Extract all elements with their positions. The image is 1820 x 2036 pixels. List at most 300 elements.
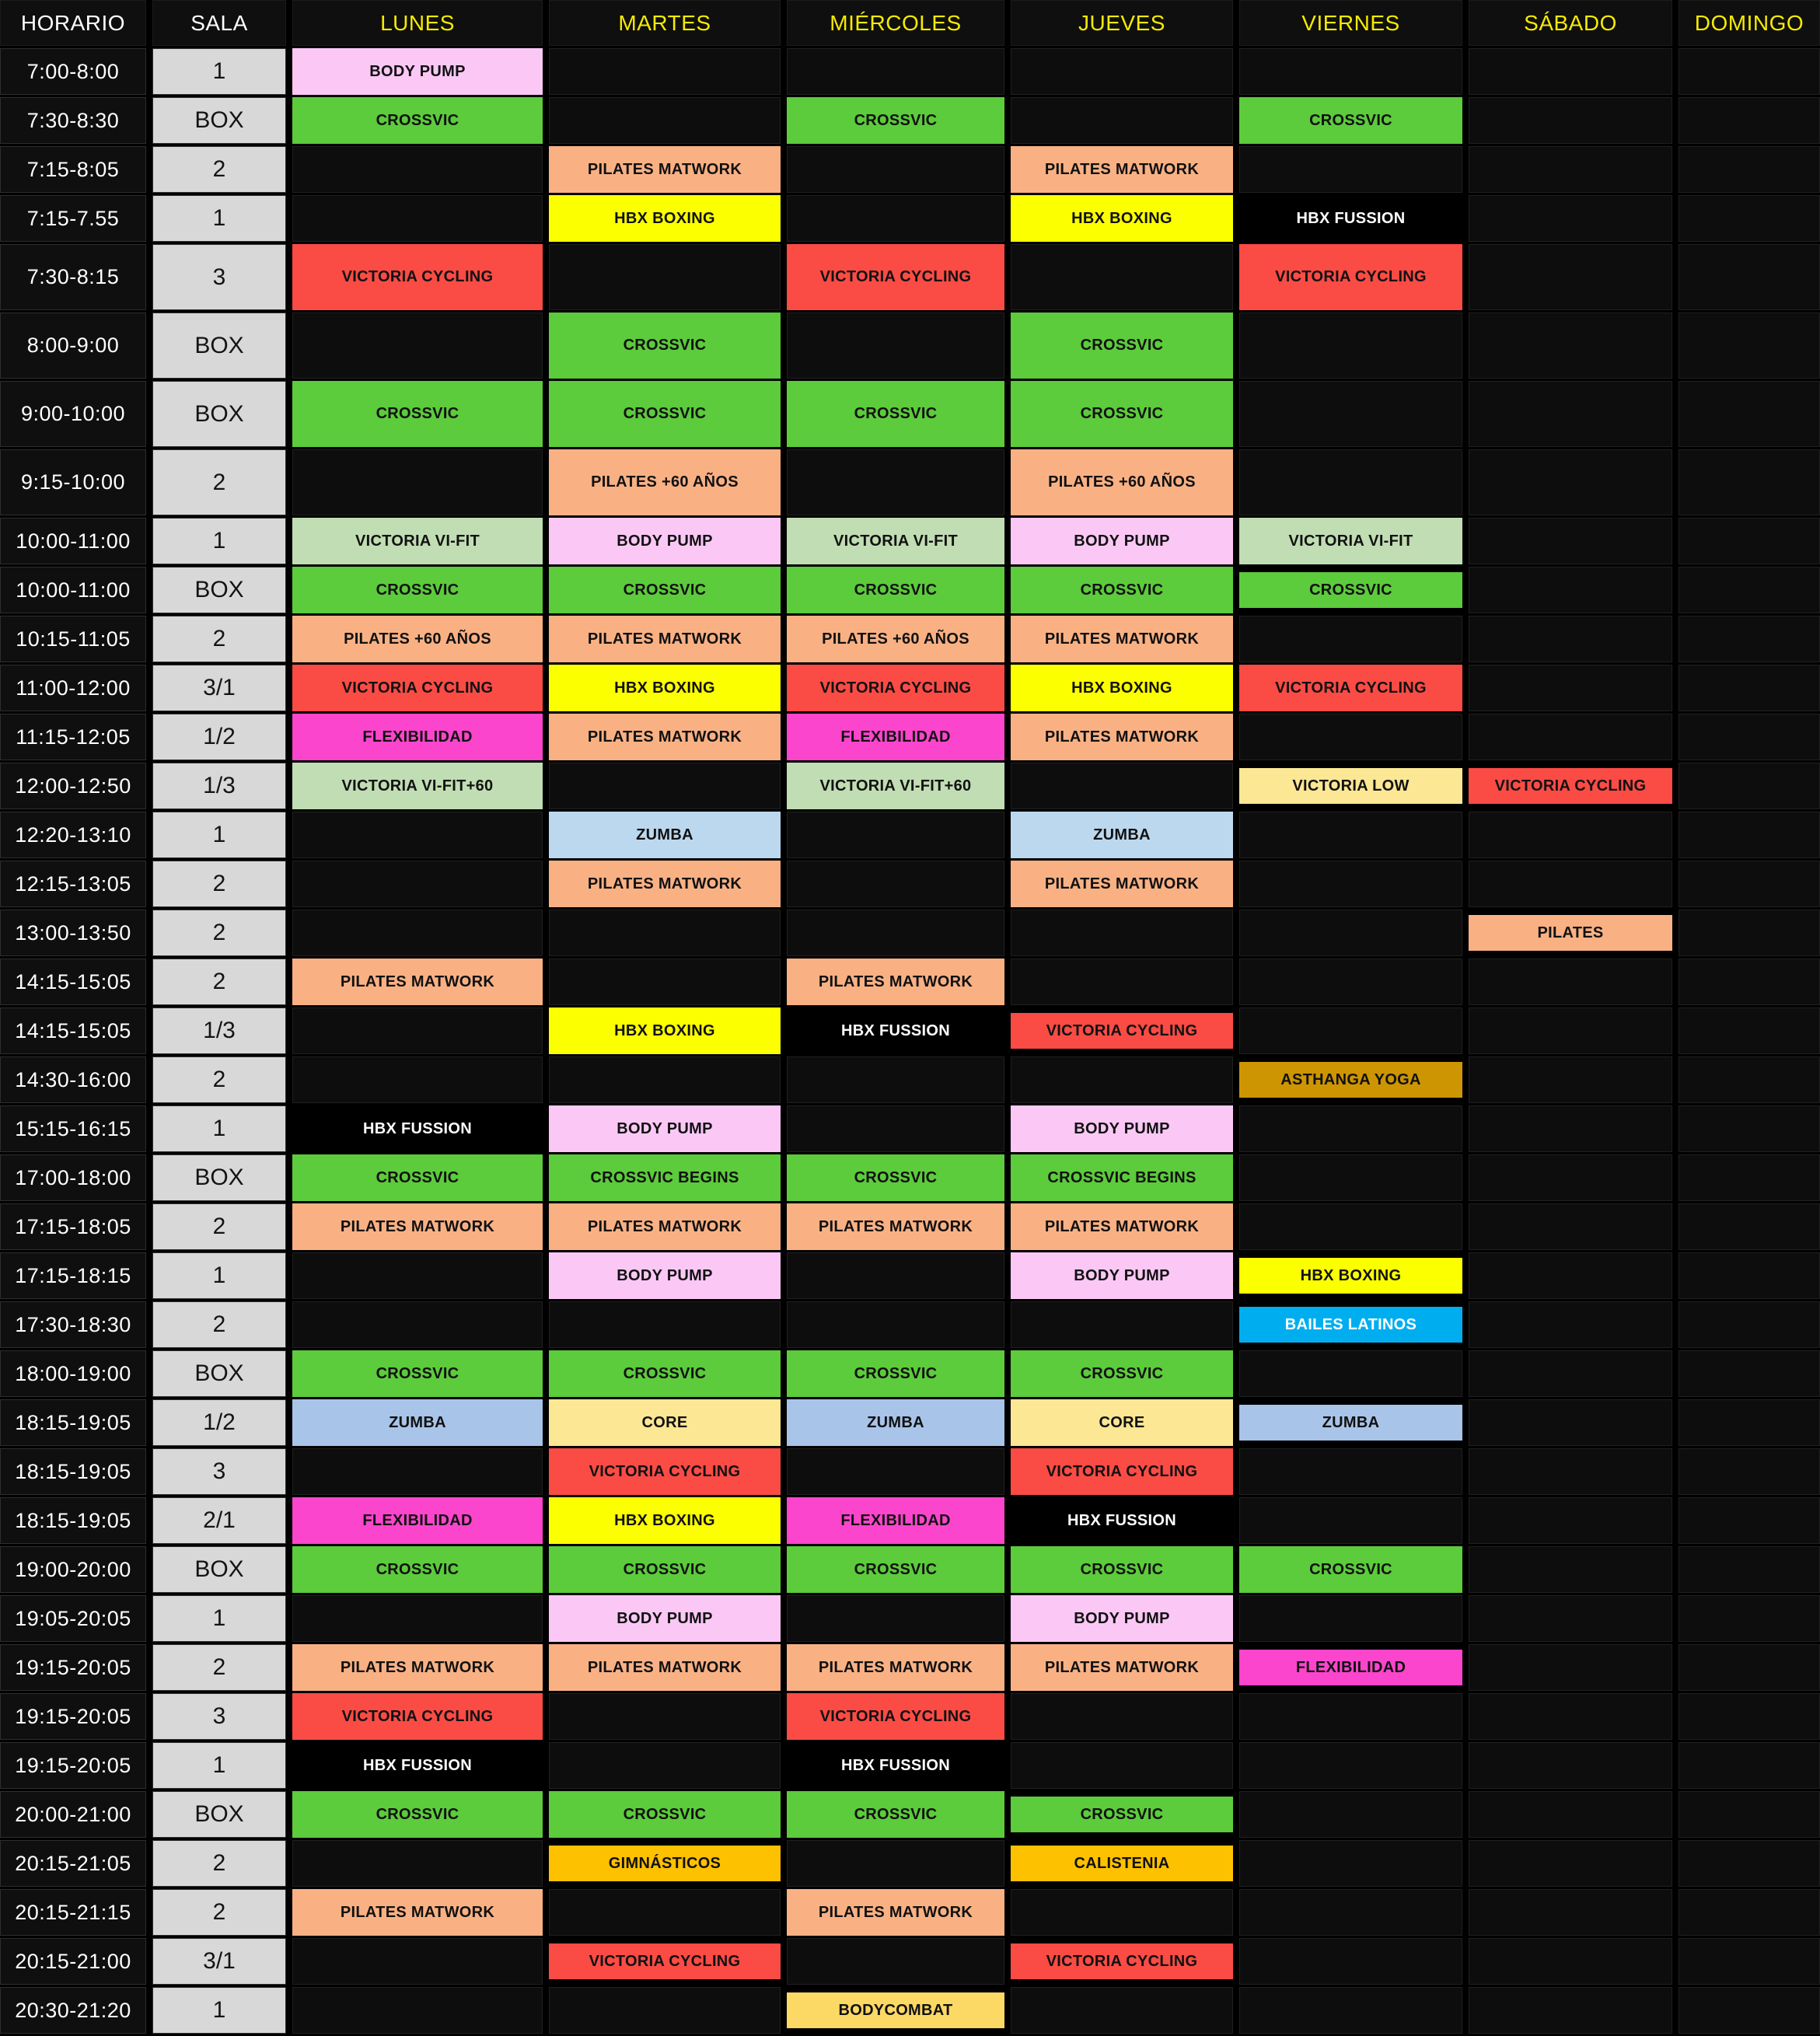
empty-cell [1011, 1056, 1233, 1103]
schedule-row [0, 1399, 1820, 1446]
class-cell [292, 567, 543, 613]
time-cell: 9:15-10:00 [0, 449, 146, 515]
class-cell [549, 1595, 781, 1642]
class-block-cycling: VICTORIA CYCLING [1011, 1013, 1233, 1049]
empty-cell [292, 1448, 543, 1495]
class-block-pilates: PILATES MATWORK [549, 861, 781, 907]
schedule-row [0, 381, 1820, 447]
time-cell: 11:15-12:05 [0, 714, 146, 760]
empty-cell [1469, 1350, 1672, 1397]
class-cell [292, 1497, 543, 1544]
schedule-row [0, 1056, 1820, 1103]
class-block-crossvic: CROSSVIC [1239, 97, 1462, 144]
class-cell [1239, 763, 1462, 809]
sala-cell: BOX [152, 1791, 286, 1838]
sala-cell: BOX [152, 313, 286, 379]
empty-cell [292, 910, 543, 956]
empty-cell [787, 861, 1004, 907]
class-cell [549, 518, 781, 564]
empty-cell [1679, 714, 1820, 760]
class-block-crossvic: CROSSVIC [787, 97, 1004, 144]
empty-cell [1469, 1791, 1672, 1838]
class-cell [1011, 381, 1233, 447]
empty-cell [1011, 1889, 1233, 1936]
class-block-cycling: VICTORIA CYCLING [787, 665, 1004, 711]
schedule-row [0, 449, 1820, 515]
empty-cell [1469, 567, 1672, 613]
class-cell [1239, 1546, 1462, 1593]
class-block-vifit: VICTORIA VI-FIT [1239, 518, 1462, 564]
schedule-row [0, 959, 1820, 1005]
class-cell [549, 567, 781, 613]
empty-cell [1239, 1154, 1462, 1201]
class-cell [787, 665, 1004, 711]
time-cell: 19:15-20:05 [0, 1644, 146, 1691]
class-block-crossvic: CROSSVIC [1011, 567, 1233, 613]
class-cell [292, 1889, 543, 1936]
time-cell: 7:30-8:15 [0, 244, 146, 310]
class-block-vifit: VICTORIA VI-FIT+60 [292, 763, 543, 809]
empty-cell [787, 1938, 1004, 1985]
time-cell: 12:00-12:50 [0, 763, 146, 809]
empty-cell [549, 48, 781, 95]
class-block-bodypump: BODY PUMP [1011, 1252, 1233, 1299]
class-cell [549, 812, 781, 858]
class-block-zumbaperi: ZUMBA [787, 1399, 1004, 1446]
empty-cell [1469, 1056, 1672, 1103]
col-header-day-1: MARTES [549, 0, 781, 46]
class-block-boxing: HBX BOXING [1239, 1258, 1462, 1294]
class-cell [549, 1154, 781, 1201]
schedule-row [0, 48, 1820, 95]
class-cell [1011, 616, 1233, 662]
empty-cell [1239, 1742, 1462, 1789]
empty-cell [1011, 1301, 1233, 1348]
empty-cell [787, 1301, 1004, 1348]
sala-cell: BOX [152, 1350, 286, 1397]
time-cell: 9:00-10:00 [0, 381, 146, 447]
empty-cell [1679, 97, 1820, 144]
empty-cell [1239, 959, 1462, 1005]
class-cell [292, 1693, 543, 1740]
sala-cell: 1 [152, 1987, 286, 2034]
schedule-row [0, 1693, 1820, 1740]
empty-cell [292, 195, 543, 242]
empty-cell [1239, 812, 1462, 858]
class-cell [1239, 1252, 1462, 1299]
class-block-flex: FLEXIBILIDAD [1239, 1650, 1462, 1685]
empty-cell [1679, 959, 1820, 1005]
class-block-cycling: VICTORIA CYCLING [1469, 768, 1672, 804]
time-cell: 18:15-19:05 [0, 1399, 146, 1446]
class-block-crossvic: CROSSVIC [292, 381, 543, 447]
class-block-cycling: VICTORIA CYCLING [292, 1693, 543, 1740]
time-cell: 20:15-21:05 [0, 1840, 146, 1887]
empty-cell [1679, 1105, 1820, 1152]
class-block-pilates: PILATES MATWORK [787, 1889, 1004, 1936]
col-header-day-6: DOMINGO [1679, 0, 1820, 46]
empty-cell [1239, 1105, 1462, 1152]
empty-cell [549, 1889, 781, 1936]
class-block-bodypump: BODY PUMP [292, 48, 543, 95]
class-cell [787, 1791, 1004, 1838]
class-cell [292, 381, 543, 447]
empty-cell [292, 449, 543, 515]
empty-cell [1469, 1595, 1672, 1642]
class-cell [787, 1693, 1004, 1740]
schedule-row [0, 763, 1820, 809]
class-cell [1239, 97, 1462, 144]
class-cell [1011, 1203, 1233, 1250]
empty-cell [1239, 714, 1462, 760]
empty-cell [1239, 861, 1462, 907]
class-cell [787, 1350, 1004, 1397]
class-block-pilates: PILATES MATWORK [1011, 1644, 1233, 1691]
class-block-cycling: VICTORIA CYCLING [1011, 1943, 1233, 1979]
class-block-bodypump: BODY PUMP [1011, 1105, 1233, 1152]
class-block-pilates: PILATES MATWORK [787, 1644, 1004, 1691]
class-cell [1011, 1546, 1233, 1593]
empty-cell [549, 1056, 781, 1103]
class-cell [1011, 313, 1233, 379]
sala-cell: 2 [152, 146, 286, 193]
time-cell: 19:15-20:05 [0, 1742, 146, 1789]
empty-cell [549, 1987, 781, 2034]
empty-cell [1679, 616, 1820, 662]
empty-cell [787, 313, 1004, 379]
empty-cell [787, 449, 1004, 515]
class-cell [1011, 1350, 1233, 1397]
empty-cell [1239, 313, 1462, 379]
schedule-row [0, 1889, 1820, 1936]
schedule-row [0, 567, 1820, 613]
schedule-row [0, 812, 1820, 858]
schedule-row [0, 1448, 1820, 1495]
time-cell: 12:20-13:10 [0, 812, 146, 858]
class-block-fussion: HBX FUSSION [292, 1742, 543, 1789]
class-block-zumbasky: ZUMBA [1011, 812, 1233, 858]
class-cell [549, 195, 781, 242]
schedule-row [0, 1595, 1820, 1642]
empty-cell [787, 1840, 1004, 1887]
class-cell [292, 1546, 543, 1593]
class-block-pilates: PILATES MATWORK [549, 1644, 781, 1691]
schedule-row [0, 1350, 1820, 1397]
empty-cell [1679, 48, 1820, 95]
class-cell [292, 763, 543, 809]
class-block-boxing: HBX BOXING [549, 1497, 781, 1544]
empty-cell [292, 1987, 543, 2034]
empty-cell [549, 763, 781, 809]
time-cell: 17:30-18:30 [0, 1301, 146, 1348]
time-cell: 10:15-11:05 [0, 616, 146, 662]
time-cell: 11:00-12:00 [0, 665, 146, 711]
sala-cell: 2 [152, 1056, 286, 1103]
class-block-fussion: HBX FUSSION [1239, 195, 1462, 242]
class-block-crossvic: CROSSVIC [1011, 1797, 1233, 1832]
empty-cell [1469, 97, 1672, 144]
class-block-crossvic: CROSSVIC [787, 567, 1004, 613]
sala-cell: 3 [152, 1448, 286, 1495]
class-block-pilates: PILATES MATWORK [549, 714, 781, 760]
class-block-crossvic: CROSSVIC [292, 1546, 543, 1593]
empty-cell [1469, 1154, 1672, 1201]
schedule-row [0, 244, 1820, 310]
class-block-cycling: VICTORIA CYCLING [292, 665, 543, 711]
class-cell [1011, 714, 1233, 760]
sala-cell: 2 [152, 449, 286, 515]
time-cell: 17:00-18:00 [0, 1154, 146, 1201]
class-cell [787, 1742, 1004, 1789]
empty-cell [1469, 812, 1672, 858]
empty-cell [292, 1938, 543, 1985]
empty-cell [292, 146, 543, 193]
class-cell [1239, 1301, 1462, 1348]
class-cell [787, 97, 1004, 144]
class-cell [292, 1742, 543, 1789]
schedule-row [0, 518, 1820, 564]
class-block-crossvic: CROSSVIC [1239, 572, 1462, 608]
class-cell [1011, 195, 1233, 242]
empty-cell [1679, 1595, 1820, 1642]
class-cell [549, 616, 781, 662]
class-block-cycling: VICTORIA CYCLING [1239, 244, 1462, 310]
empty-cell [1469, 1252, 1672, 1299]
empty-cell [1679, 1742, 1820, 1789]
class-cell [1239, 1056, 1462, 1103]
empty-cell [1239, 1889, 1462, 1936]
sala-cell: 2 [152, 861, 286, 907]
class-cell [787, 1644, 1004, 1691]
time-cell: 8:00-9:00 [0, 313, 146, 379]
class-block-pilates: PILATES MATWORK [1011, 616, 1233, 662]
sala-cell: 1 [152, 48, 286, 95]
empty-cell [292, 1595, 543, 1642]
time-cell: 7:30-8:30 [0, 97, 146, 144]
empty-cell [1469, 1301, 1672, 1348]
time-cell: 20:15-21:00 [0, 1938, 146, 1985]
class-cell [549, 381, 781, 447]
class-block-bodypump: BODY PUMP [549, 518, 781, 564]
class-block-bodypump: BODY PUMP [549, 1252, 781, 1299]
empty-cell [292, 313, 543, 379]
class-cell [292, 1644, 543, 1691]
time-cell: 17:15-18:15 [0, 1252, 146, 1299]
class-cell [292, 48, 543, 95]
class-cell [549, 665, 781, 711]
class-cell [787, 1546, 1004, 1593]
class-block-pilates: PILATES MATWORK [292, 959, 543, 1005]
class-cell [549, 1644, 781, 1691]
empty-cell [1679, 763, 1820, 809]
empty-cell [787, 1056, 1004, 1103]
empty-cell [1239, 1693, 1462, 1740]
sala-cell: BOX [152, 381, 286, 447]
time-cell: 7:00-8:00 [0, 48, 146, 95]
sala-cell: BOX [152, 97, 286, 144]
class-block-vifit: VICTORIA VI-FIT [292, 518, 543, 564]
schedule-row [0, 313, 1820, 379]
class-cell [1239, 567, 1462, 613]
sala-cell: 1 [152, 812, 286, 858]
class-cell [549, 861, 781, 907]
sala-cell: 2 [152, 616, 286, 662]
class-cell [1239, 195, 1462, 242]
empty-cell [1239, 616, 1462, 662]
empty-cell [1679, 1252, 1820, 1299]
time-cell: 13:00-13:50 [0, 910, 146, 956]
empty-cell [1679, 1448, 1820, 1495]
class-block-fussion: HBX FUSSION [292, 1105, 543, 1152]
time-cell: 19:05-20:05 [0, 1595, 146, 1642]
class-block-boxing: HBX BOXING [549, 195, 781, 242]
col-header-day-5: SÁBADO [1469, 0, 1672, 46]
empty-cell [1679, 1987, 1820, 2034]
schedule-row [0, 1008, 1820, 1054]
class-cell [549, 1546, 781, 1593]
class-cell [549, 146, 781, 193]
empty-cell [787, 48, 1004, 95]
col-header-day-3: JUEVES [1011, 0, 1233, 46]
class-block-core: CORE [1011, 1399, 1233, 1446]
empty-cell [549, 1301, 781, 1348]
class-block-pilates: PILATES +60 AÑOS [787, 616, 1004, 662]
class-block-pilates: PILATES +60 AÑOS [1011, 449, 1233, 515]
empty-cell [1469, 1399, 1672, 1446]
schedule-row [0, 910, 1820, 956]
class-cell [292, 1203, 543, 1250]
schedule-row [0, 1252, 1820, 1299]
class-block-pilates: PILATES MATWORK [1011, 861, 1233, 907]
sala-cell: 3/1 [152, 1938, 286, 1985]
class-cell [549, 1252, 781, 1299]
class-cell [292, 518, 543, 564]
empty-cell [1239, 48, 1462, 95]
class-block-fussion: HBX FUSSION [787, 1742, 1004, 1789]
empty-cell [1469, 146, 1672, 193]
empty-cell [1011, 1987, 1233, 2034]
class-cell [549, 1497, 781, 1544]
class-cell [1011, 1399, 1233, 1446]
class-block-bodypump: BODY PUMP [549, 1595, 781, 1642]
class-cell [1011, 1105, 1233, 1152]
class-cell [292, 1350, 543, 1397]
class-cell [1011, 665, 1233, 711]
class-cell [1011, 449, 1233, 515]
empty-cell [1469, 244, 1672, 310]
empty-cell [1469, 1448, 1672, 1495]
time-cell: 14:30-16:00 [0, 1056, 146, 1103]
class-cell [549, 1350, 781, 1397]
class-cell [787, 959, 1004, 1005]
sala-cell: 2 [152, 1301, 286, 1348]
col-header-horario: HORARIO [0, 0, 146, 46]
sala-cell: 1 [152, 1105, 286, 1152]
class-block-crossvic: CROSSVIC [292, 1350, 543, 1397]
class-cell [787, 381, 1004, 447]
empty-cell [787, 1105, 1004, 1152]
empty-cell [1469, 1497, 1672, 1544]
empty-cell [1469, 861, 1672, 907]
empty-cell [787, 1252, 1004, 1299]
time-cell: 20:30-21:20 [0, 1987, 146, 2034]
class-block-pilates: PILATES +60 AÑOS [292, 616, 543, 662]
empty-cell [1679, 567, 1820, 613]
sala-cell: BOX [152, 1154, 286, 1201]
empty-cell [1011, 959, 1233, 1005]
class-cell [787, 567, 1004, 613]
sala-cell: 3 [152, 1693, 286, 1740]
class-block-pilates: PILATES +60 AÑOS [549, 449, 781, 515]
empty-cell [1679, 1840, 1820, 1887]
empty-cell [1011, 1742, 1233, 1789]
empty-cell [1239, 1350, 1462, 1397]
sala-cell: 2 [152, 910, 286, 956]
empty-cell [549, 1693, 781, 1740]
schedule-row [0, 665, 1820, 711]
class-block-combat: BODYCOMBAT [787, 1992, 1004, 2028]
empty-cell [549, 910, 781, 956]
class-block-pilates: PILATES MATWORK [549, 1203, 781, 1250]
class-block-crossvic: CROSSVIC [549, 1350, 781, 1397]
class-cell [549, 1938, 781, 1985]
empty-cell [1469, 313, 1672, 379]
class-block-crossvic: CROSSVIC [1011, 381, 1233, 447]
empty-cell [1679, 1693, 1820, 1740]
class-cell [1239, 665, 1462, 711]
empty-cell [1679, 861, 1820, 907]
schedule-row [0, 1546, 1820, 1593]
schedule-row [0, 97, 1820, 144]
empty-cell [549, 1742, 781, 1789]
empty-cell [1469, 1987, 1672, 2034]
empty-cell [1469, 1203, 1672, 1250]
empty-cell [1239, 1203, 1462, 1250]
time-cell: 10:00-11:00 [0, 567, 146, 613]
class-cell [1011, 812, 1233, 858]
class-block-crossvic: CROSSVIC [787, 1791, 1004, 1838]
sala-cell: 1/2 [152, 1399, 286, 1446]
empty-cell [1679, 381, 1820, 447]
empty-cell [1239, 146, 1462, 193]
class-cell [292, 616, 543, 662]
class-cell [787, 1154, 1004, 1201]
class-block-flex: FLEXIBILIDAD [292, 714, 543, 760]
empty-cell [1239, 1791, 1462, 1838]
schedule-row [0, 1840, 1820, 1887]
class-block-crossvic: CROSSVIC BEGINS [1011, 1154, 1233, 1201]
sala-cell: 2 [152, 1889, 286, 1936]
class-block-cycling: VICTORIA CYCLING [1239, 665, 1462, 711]
class-cell [1011, 1938, 1233, 1985]
class-cell [1011, 1644, 1233, 1691]
empty-cell [787, 1448, 1004, 1495]
empty-cell [1679, 1399, 1820, 1446]
class-cell [1239, 1644, 1462, 1691]
class-cell [1011, 861, 1233, 907]
empty-cell [1469, 1546, 1672, 1593]
empty-cell [1679, 449, 1820, 515]
class-cell [549, 714, 781, 760]
class-block-pilates: PILATES MATWORK [787, 959, 1004, 1005]
empty-cell [1679, 1056, 1820, 1103]
empty-cell [1239, 1448, 1462, 1495]
class-cell [787, 518, 1004, 564]
empty-cell [1679, 1791, 1820, 1838]
empty-cell [1469, 616, 1672, 662]
empty-cell [549, 244, 781, 310]
empty-cell [1239, 1008, 1462, 1054]
